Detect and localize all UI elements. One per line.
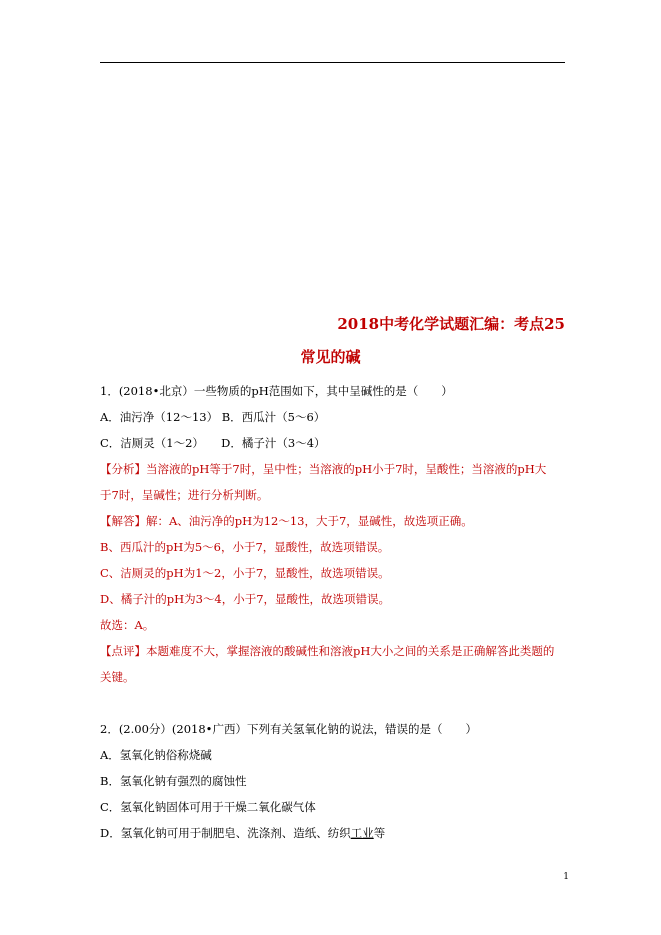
question-1-comment-line-1: 【点评】本题难度不大，掌握溶液的酸碱性和溶液pH大小之间的关系是正确解答此类题的 bbox=[100, 644, 555, 658]
question-1-analysis-line-2: 于7时，呈碱性；进行分析判断。 bbox=[100, 488, 269, 502]
document-body bbox=[100, 378, 566, 846]
question-2-option-a: A．氢氧化钠俗称烧碱 bbox=[100, 748, 212, 762]
question-2-option-d bbox=[100, 820, 566, 846]
question-2-stem: 2．(2.00分）(2018•广西）下列有关氢氧化钠的说法，错误的是（ ） bbox=[100, 722, 477, 736]
question-1-answer-c: C、洁厕灵的pH为1～2，小于7，显酸性，故选项错误。 bbox=[100, 566, 390, 580]
document-subtitle: 常见的碱 bbox=[300, 348, 361, 366]
document-title: 2018中考化学试题汇编：考点25 bbox=[337, 315, 565, 333]
question-1-options-cd: C．洁厕灵（1～2） D．橘子汁（3～4） bbox=[100, 436, 326, 450]
question-2-option-c: C．氢氧化钠固体可用于干燥二氧化碳气体 bbox=[100, 800, 316, 814]
question-2-option-d-underlined: 工业 bbox=[350, 826, 374, 840]
header-rule bbox=[100, 62, 565, 63]
question-1-answer-d: D、橘子汁的pH为3～4，小于7，显酸性，故选项错误。 bbox=[100, 592, 391, 606]
question-1-analysis-line-1: 【分析】当溶液的pH等于7时，呈中性；当溶液的pH小于7时，呈酸性；当溶液的pH大 bbox=[100, 462, 547, 476]
question-1-answer-b: B、西瓜汁的pH为5～6，小于7，显酸性，故选项错误。 bbox=[100, 540, 390, 554]
question-2-option-b: B．氢氧化钠有强烈的腐蚀性 bbox=[100, 774, 247, 788]
question-1-options-ab: A．油污净（12～13） B．西瓜汁（5～6） bbox=[100, 410, 326, 424]
question-spacer bbox=[100, 690, 566, 716]
question-2-option-d-suffix: 等 bbox=[373, 826, 386, 840]
question-1-stem: 1．(2018•北京）一些物质的pH范围如下，其中呈碱性的是（ ） bbox=[100, 384, 453, 398]
page-number: 1 bbox=[563, 872, 569, 882]
question-2-option-d-text: D．氢氧化钠可用于制肥皂、洗涤剂、造纸、纺织 bbox=[100, 826, 351, 840]
question-1-comment-line-2: 关键。 bbox=[100, 670, 135, 684]
question-1-choice: 故选：A。 bbox=[100, 618, 155, 632]
question-1-answer-a: 【解答】解：A、油污净的pH为12～13，大于7，显碱性，故选项正确。 bbox=[100, 514, 473, 528]
